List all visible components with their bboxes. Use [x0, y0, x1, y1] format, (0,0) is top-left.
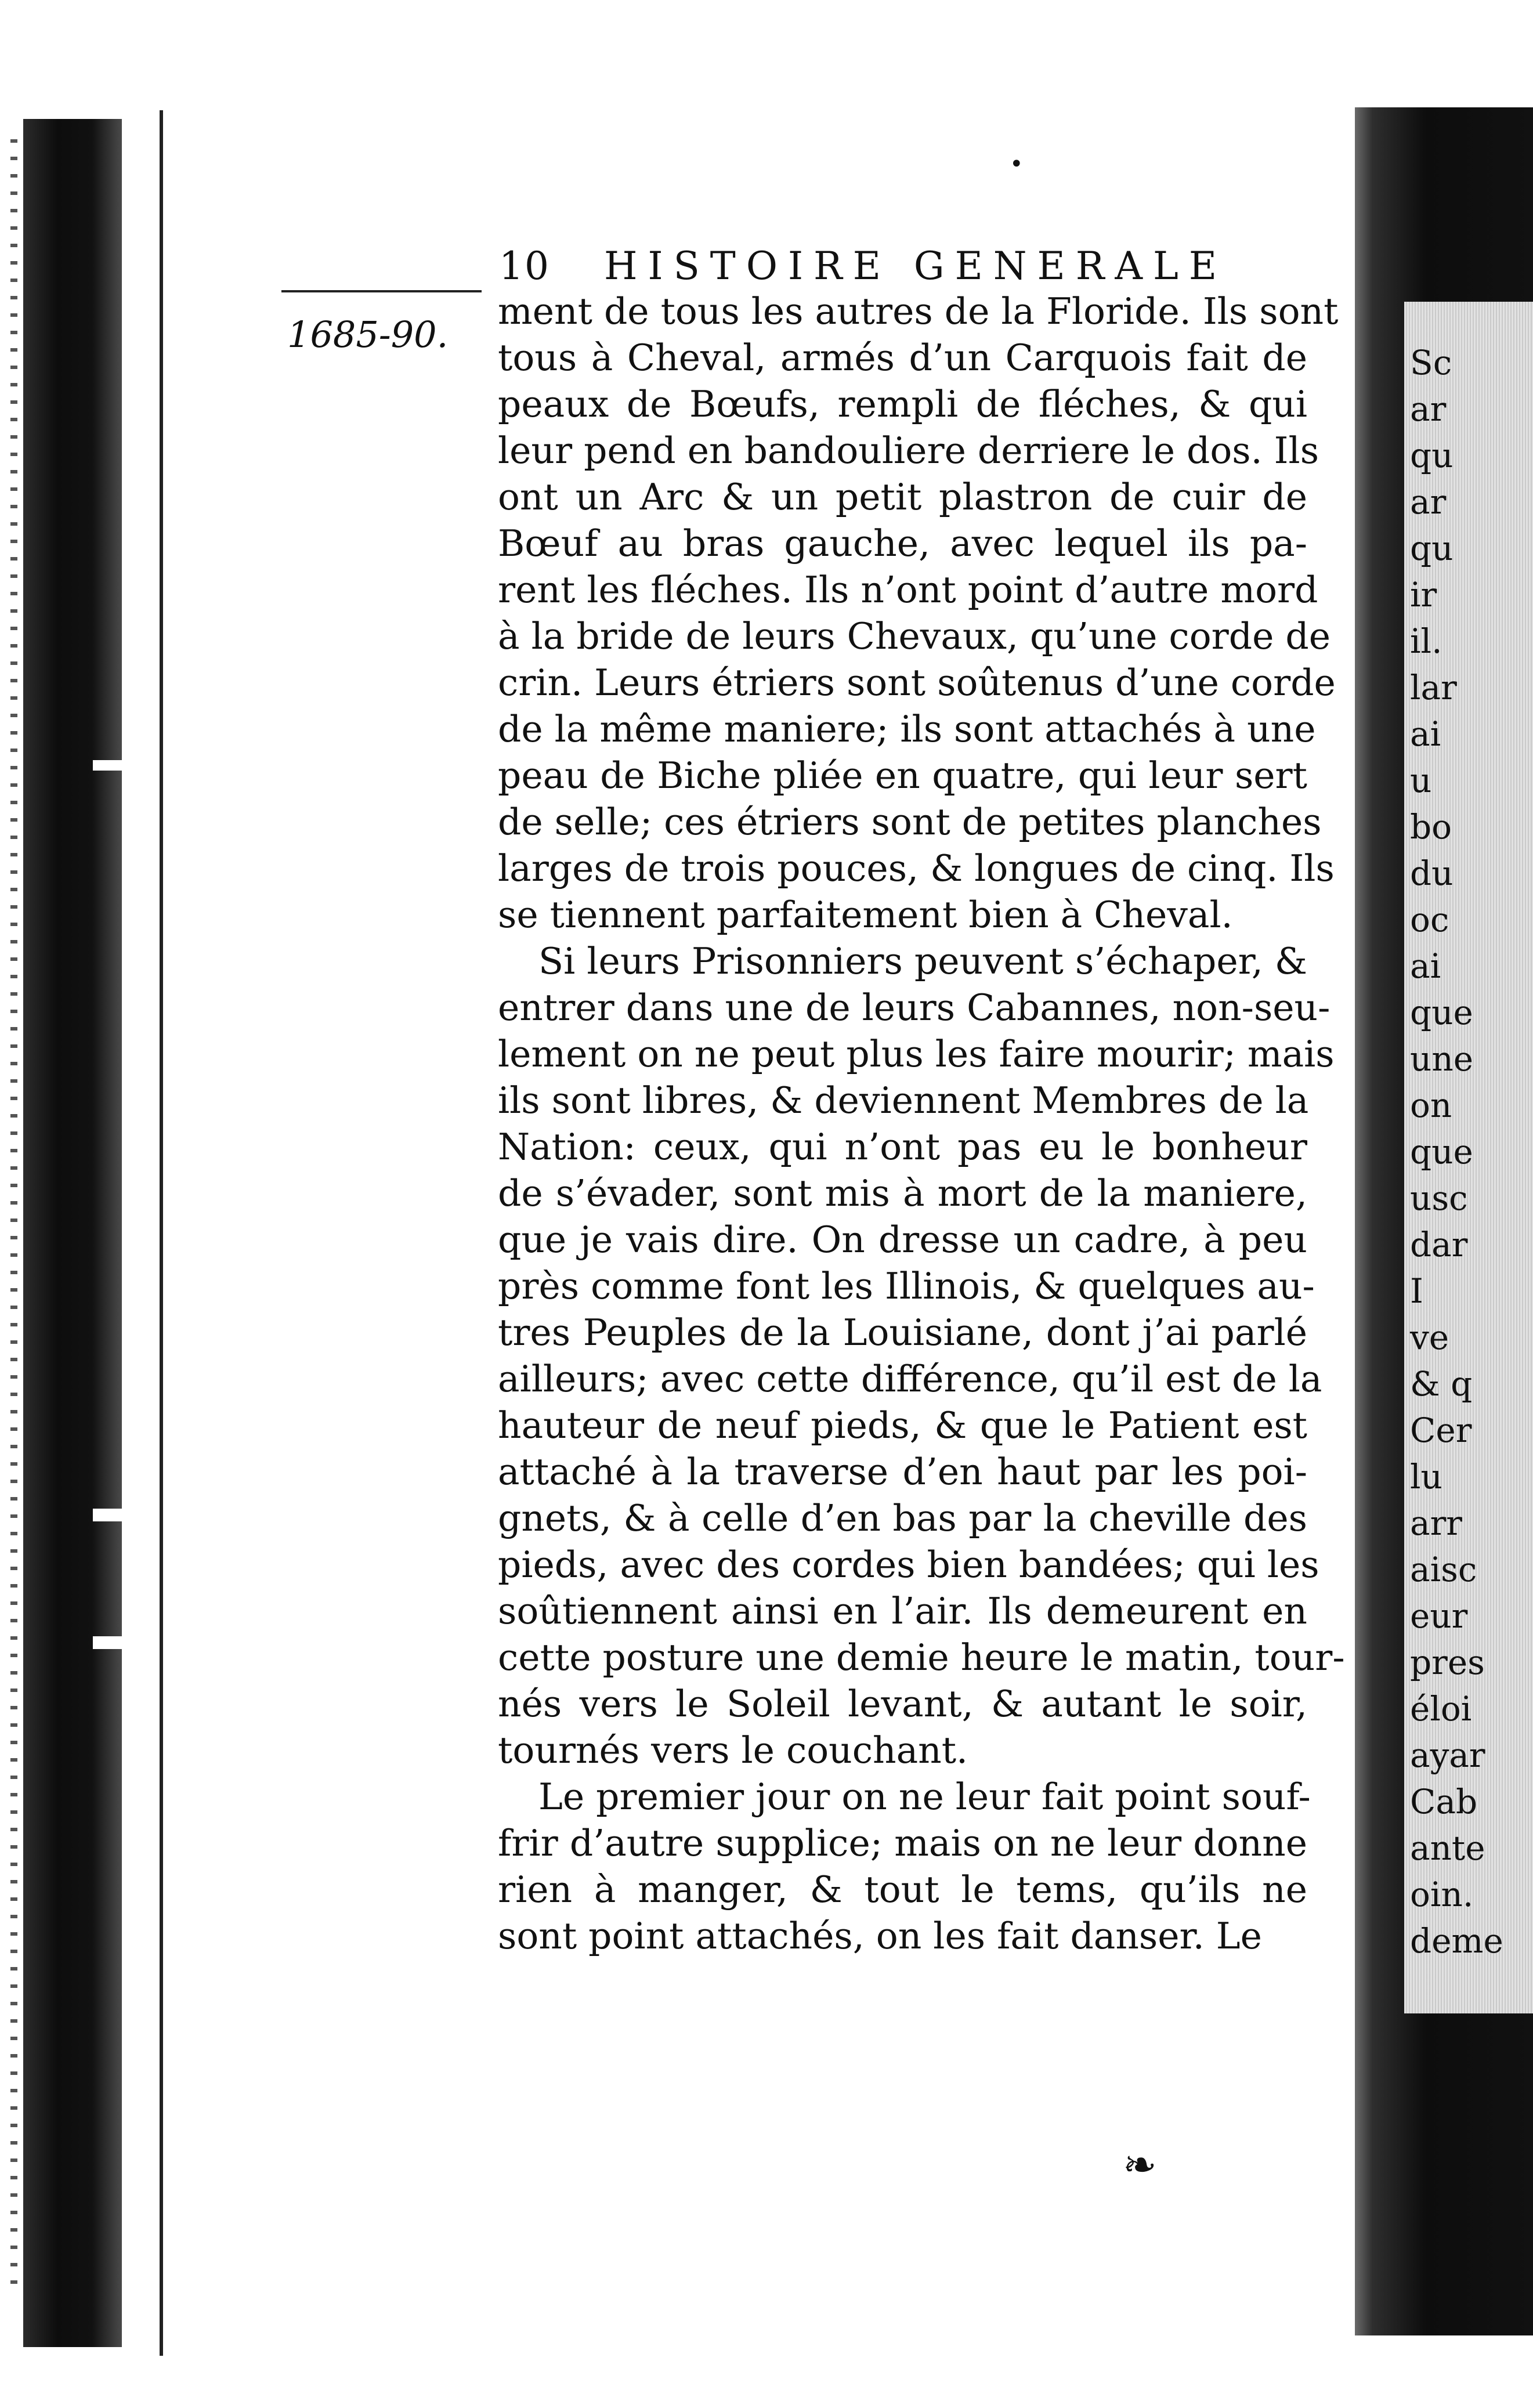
facing-fragment: ar	[1410, 389, 1447, 429]
text-line: peaux de Bœufs, rempli de fléches, & qui	[498, 383, 1307, 425]
binding-highlight	[93, 1636, 145, 1649]
text-line: ont un Arc & un petit plastron de cuir de	[498, 476, 1307, 518]
facing-fragment: on	[1410, 1086, 1452, 1125]
text-line: ment de tous les autres de la Floride. Ils sont	[498, 290, 1339, 332]
text-line: sont point attachés, on les fait danser. Le	[498, 1915, 1262, 1957]
facing-page-text	[1410, 339, 1526, 1964]
facing-fragment: bo	[1410, 807, 1452, 847]
facing-fragment: une	[1410, 1039, 1474, 1079]
text-line: soûtiennent ainsi en l’air. Ils demeurent en	[498, 1590, 1307, 1632]
facing-fragment: Cab	[1410, 1782, 1478, 1821]
scan-speck: •	[1010, 151, 1024, 178]
margin-date: 1685-90.	[287, 313, 449, 356]
facing-fragment: oin.	[1410, 1875, 1474, 1914]
facing-fragment: arr	[1410, 1503, 1463, 1543]
facing-fragment: ve	[1410, 1318, 1449, 1357]
facing-fragment: qu	[1410, 529, 1454, 568]
text-line: se tiennent parfaitement bien à Cheval.	[498, 894, 1233, 936]
binding-highlight	[93, 760, 145, 771]
text-line: près comme font les Illinois, & quelques au-	[498, 1265, 1315, 1307]
binding-highlight	[93, 1509, 145, 1521]
facing-fragment: ar	[1410, 482, 1447, 522]
running-title: HISTOIRE GENERALE	[603, 244, 1228, 288]
text-line: attaché à la traverse d’en haut par les poi-	[498, 1451, 1307, 1493]
text-line: de selle; ces étriers sont de petites planches	[498, 801, 1322, 843]
text-line: de s’évader, sont mis à mort de la maniere,	[498, 1172, 1307, 1214]
facing-fragment: lu	[1410, 1457, 1442, 1496]
facing-fragment: qu	[1410, 436, 1454, 475]
page-number: 10	[499, 244, 550, 288]
margin-rule	[281, 290, 482, 292]
page-left-border	[160, 110, 163, 2356]
text-line: leur pend en bandouliere derriere le dos. Ils	[498, 429, 1319, 472]
facing-fragment: Cer	[1410, 1411, 1472, 1450]
facing-fragment: dar	[1410, 1225, 1468, 1264]
facing-fragment: deme	[1410, 1921, 1503, 1961]
text-line: de la même maniere; ils sont attachés à une	[498, 708, 1316, 750]
text-line: que je vais dire. On dresse un cadre, à peu	[498, 1219, 1307, 1261]
facing-fragment: & q	[1410, 1364, 1473, 1404]
facing-fragment: que	[1410, 993, 1473, 1032]
text-line: nés vers le Soleil levant, & autant le soir,	[498, 1683, 1307, 1725]
facing-fragment: éloi	[1410, 1689, 1472, 1729]
facing-fragment: I	[1410, 1271, 1423, 1311]
text-line: rent les fléches. Ils n’ont point d’autre mord	[498, 569, 1318, 611]
text-line: lement on ne peut plus les faire mourir; mais	[498, 1033, 1335, 1075]
facing-fragment: usc	[1410, 1178, 1468, 1218]
text-line: tres Peuples de la Louisiane, dont j’ai parlé	[498, 1311, 1307, 1354]
text-line: tournés vers le couchant.	[498, 1729, 968, 1771]
facing-fragment: aisc	[1410, 1550, 1477, 1589]
left-scan-noise	[10, 139, 17, 2286]
text-line: Le premier jour on ne leur fait point souf-	[538, 1776, 1311, 1818]
facing-fragment: ante	[1410, 1828, 1485, 1868]
facing-fragment: ir	[1410, 575, 1437, 614]
running-head	[499, 244, 1227, 288]
text-line: à la bride de leurs Chevaux, qu’une corde de	[498, 615, 1331, 657]
facing-fragment: ai	[1410, 946, 1441, 986]
text-line: larges de trois pouces, & longues de cinq. Ils	[498, 847, 1335, 890]
text-line: pieds, avec des cordes bien bandées; qui les	[498, 1543, 1319, 1586]
facing-fragment: eur	[1410, 1596, 1468, 1636]
text-line: Bœuf au bras gauche, avec lequel ils pa-	[498, 522, 1307, 565]
facing-fragment: lar	[1410, 668, 1457, 707]
facing-fragment: u	[1410, 761, 1432, 800]
text-line: peau de Biche pliée en quatre, qui leur sert	[498, 754, 1307, 797]
text-line: rien à manger, & tout le tems, qu’ils ne	[498, 1868, 1307, 1911]
facing-fragment: ai	[1410, 714, 1441, 754]
facing-fragment: pres	[1410, 1643, 1485, 1682]
text-line: frir d’autre supplice; mais on ne leur donne	[498, 1822, 1307, 1864]
text-line: ailleurs; avec cette différence, qu’il est de la	[498, 1358, 1322, 1400]
left-binding-shadow	[23, 119, 122, 2347]
text-line: tous à Cheval, armés d’un Carquois fait de	[498, 337, 1307, 379]
facing-fragment: oc	[1410, 900, 1449, 939]
text-line: cette posture une demie heure le matin, tour-	[498, 1636, 1345, 1679]
facing-fragment: ayar	[1410, 1736, 1485, 1775]
facing-fragment: Sc	[1410, 343, 1452, 382]
text-line: crin. Leurs étriers sont soûtenus d’une corde	[498, 661, 1336, 704]
text-line: Si leurs Prisonniers peuvent s’échaper, &	[538, 940, 1307, 982]
text-line: Nation: ceux, qui n’ont pas eu le bonheur	[498, 1126, 1307, 1168]
facing-fragment: du	[1410, 854, 1454, 893]
text-line: gnets, & à celle d’en bas par la cheville des	[498, 1497, 1307, 1539]
text-line: hauteur de neuf pieds, & que le Patient est	[498, 1404, 1307, 1447]
text-line: entrer dans une de leurs Cabannes, non-seu-	[498, 986, 1330, 1029]
body-text	[498, 288, 1345, 1959]
facing-fragment: il.	[1410, 621, 1442, 661]
printer-ornament: ❧	[1123, 2141, 1157, 2189]
text-line: ils sont libres, & deviennent Membres de la	[498, 1079, 1309, 1122]
facing-fragment: que	[1410, 1132, 1473, 1172]
